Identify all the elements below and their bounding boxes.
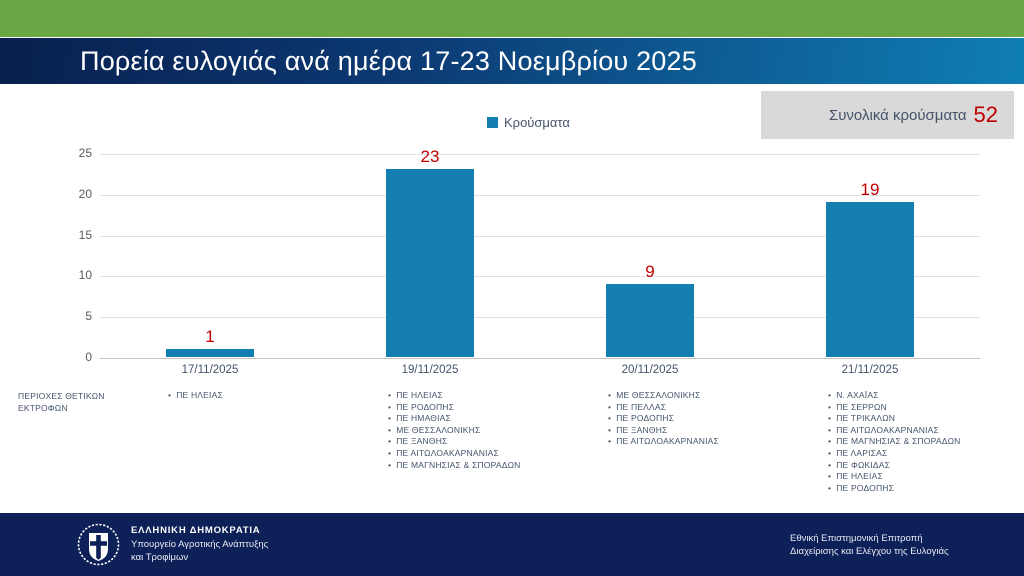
region-name: ΠΕ ΡΟΔΟΠΗΣ [396,401,455,412]
region-name: ΠΕ ΗΛΕΙΑΣ [176,390,223,400]
bullet-icon: • [388,390,392,400]
greek-republic-emblem-icon [76,522,121,567]
region-name: ΠΕ ΑΙΤΩΛΟΑΚΑΡΝΑΝΙΑΣ [616,436,719,447]
region-name: ΠΕ ΞΑΝΘΗΣ [396,436,448,447]
region-item [608,425,820,437]
bullet-icon: • [828,424,832,435]
region-name: ΠΕ ΦΩΚΙΔΑΣ [836,459,891,470]
region-item [388,390,600,402]
bullet-icon: • [388,413,392,424]
chart-legend [487,115,570,130]
region-item [828,448,1024,460]
region-name: ΠΕ ΣΕΡΡΩΝ [836,401,887,412]
x-tick-label-21/11/2025: 21/11/2025 [841,364,899,376]
region-name: ΠΕ ΡΟΔΟΠΗΣ [836,482,895,493]
region-name: ΠΕ ΜΑΓΝΗΣΙΑΣ & ΣΠΟΡΑΔΩΝ [836,436,961,447]
x-tick-label-20/11/2025: 20/11/2025 [621,364,679,376]
region-name: ΠΕ ΡΟΔΟΠΗΣ [616,413,675,424]
region-name: ΠΕ ΑΙΤΩΛΟΑΚΑΡΝΑΝΙΑΣ [396,447,499,458]
region-item [828,390,1024,402]
bar-20/11/2025 [606,284,694,357]
region-name: ΜΕ ΘΕΣΣΑΛΟΝΙΚΗΣ [616,390,701,400]
header-bar [0,38,1024,84]
ministry-block [131,525,268,564]
bullet-icon: • [828,447,832,458]
committee-block [790,532,949,558]
region-item [828,483,1024,495]
total-cases-value: 52 [973,102,998,127]
region-item [828,460,1024,472]
ministry-subtitle-1: Υπουργείο Αγροτικής Ανάπτυξης [131,539,269,550]
region-item [828,402,1024,414]
region-name: Ν. ΑΧΑΪΑΣ [836,390,879,400]
side-caption: ΠΕΡΙΟΧΕΣ ΘΕΤΙΚΩΝ ΕΚΤΡΟΦΩΝ [18,391,105,413]
y-tick-label-15: 15 [78,227,92,242]
region-name: ΠΕ ΛΑΡΙΣΑΣ [836,447,888,458]
region-name: ΠΕ ΗΜΑΘΙΑΣ [396,413,451,424]
bullet-icon: • [608,413,612,424]
bullet-icon: • [608,436,612,447]
top-green-strip [0,0,1024,37]
bullet-icon: • [168,390,172,400]
region-item [828,436,1024,448]
region-item [828,425,1024,437]
ministry-subtitle-2: και Τροφίμων [131,551,189,563]
bullet-icon: • [608,401,612,412]
bullet-icon: • [388,401,392,412]
region-item [828,413,1024,425]
bullet-icon: • [828,471,832,482]
bullet-icon: • [388,424,392,435]
gridline-0 [100,358,980,359]
region-list-20/11/2025 [608,390,820,448]
x-tick-label-19/11/2025: 19/11/2025 [401,364,459,376]
region-name: ΠΕ ΞΑΝΘΗΣ [616,424,668,435]
region-name: ΠΕ ΠΕΛΛΑΣ [616,401,667,412]
total-cases-label: Συνολικά κρούσματα [828,106,967,124]
region-item [608,413,820,425]
region-item [608,436,820,448]
committee-line-2: Διαχείρισης και Ελέγχου της Ευλογιάς [790,546,949,557]
region-list-21/11/2025 [828,390,1024,494]
bullet-icon: • [388,447,392,458]
bar-21/11/2025 [826,202,914,357]
region-item [388,413,600,425]
region-item [388,402,600,414]
footer-bar [0,513,1024,576]
region-name: ΠΕ ΗΛΕΙΑΣ [396,390,443,400]
region-item [828,471,1024,483]
bullet-icon: • [828,459,832,470]
bullet-icon: • [828,482,832,493]
legend-label: Κρούσματα [504,115,570,130]
gridline-25 [100,154,980,155]
y-tick-label-25: 25 [78,146,92,160]
bar-19/11/2025 [386,169,474,357]
x-tick-label-17/11/2025: 17/11/2025 [181,364,239,376]
region-name: ΠΕ ΜΑΓΝΗΣΙΑΣ & ΣΠΟΡΑΔΩΝ [396,459,521,470]
bullet-icon: • [608,424,612,435]
region-list-19/11/2025 [388,390,600,471]
region-list-17/11/2025 [168,390,380,402]
region-item [388,448,600,460]
committee-line-1: Εθνική Επιστημονική Επιτροπή [790,533,923,544]
bullet-icon: • [828,436,832,447]
bullet-icon: • [828,401,832,412]
ministry-title: ΕΛΛΗΝΙΚΗ ΔΗΜΟΚΡΑΤΙΑ [131,525,261,536]
bullet-icon: • [828,390,832,400]
region-item [168,390,380,402]
region-name: ΠΕ ΑΙΤΩΛΟΑΚΑΡΝΑΝΙΑΣ [836,424,939,435]
bar-17/11/2025 [166,349,254,357]
region-name: ΠΕ ΤΡΙΚΑΛΩΝ [836,413,896,424]
region-name: ΜΕ ΘΕΣΣΑΛΟΝΙΚΗΣ [396,424,481,435]
region-item [608,390,820,402]
bullet-icon: • [608,390,612,400]
page-title: Πορεία ευλογιάς ανά ημέρα 17-23 Νοεμβρίου 2025 [80,45,697,76]
total-cases-box [761,91,1014,139]
region-name: ΠΕ ΗΛΕΙΑΣ [836,471,883,482]
bar-value-17/11/2025: 1 [205,326,215,346]
region-item [388,425,600,437]
y-tick-label-20: 20 [78,186,92,201]
bullet-icon: • [388,436,392,447]
y-tick-label-10: 10 [78,268,92,283]
y-tick-label-5: 5 [85,309,92,324]
bar-value-21/11/2025: 19 [860,179,880,199]
bullet-icon: • [388,459,392,470]
region-item [388,460,600,472]
legend-swatch-icon [487,117,498,128]
region-item [388,436,600,448]
y-tick-label-0: 0 [85,350,92,364]
bar-value-20/11/2025: 9 [645,261,655,281]
region-item [608,402,820,414]
bullet-icon: • [828,413,832,424]
bar-value-19/11/2025: 23 [420,147,440,167]
